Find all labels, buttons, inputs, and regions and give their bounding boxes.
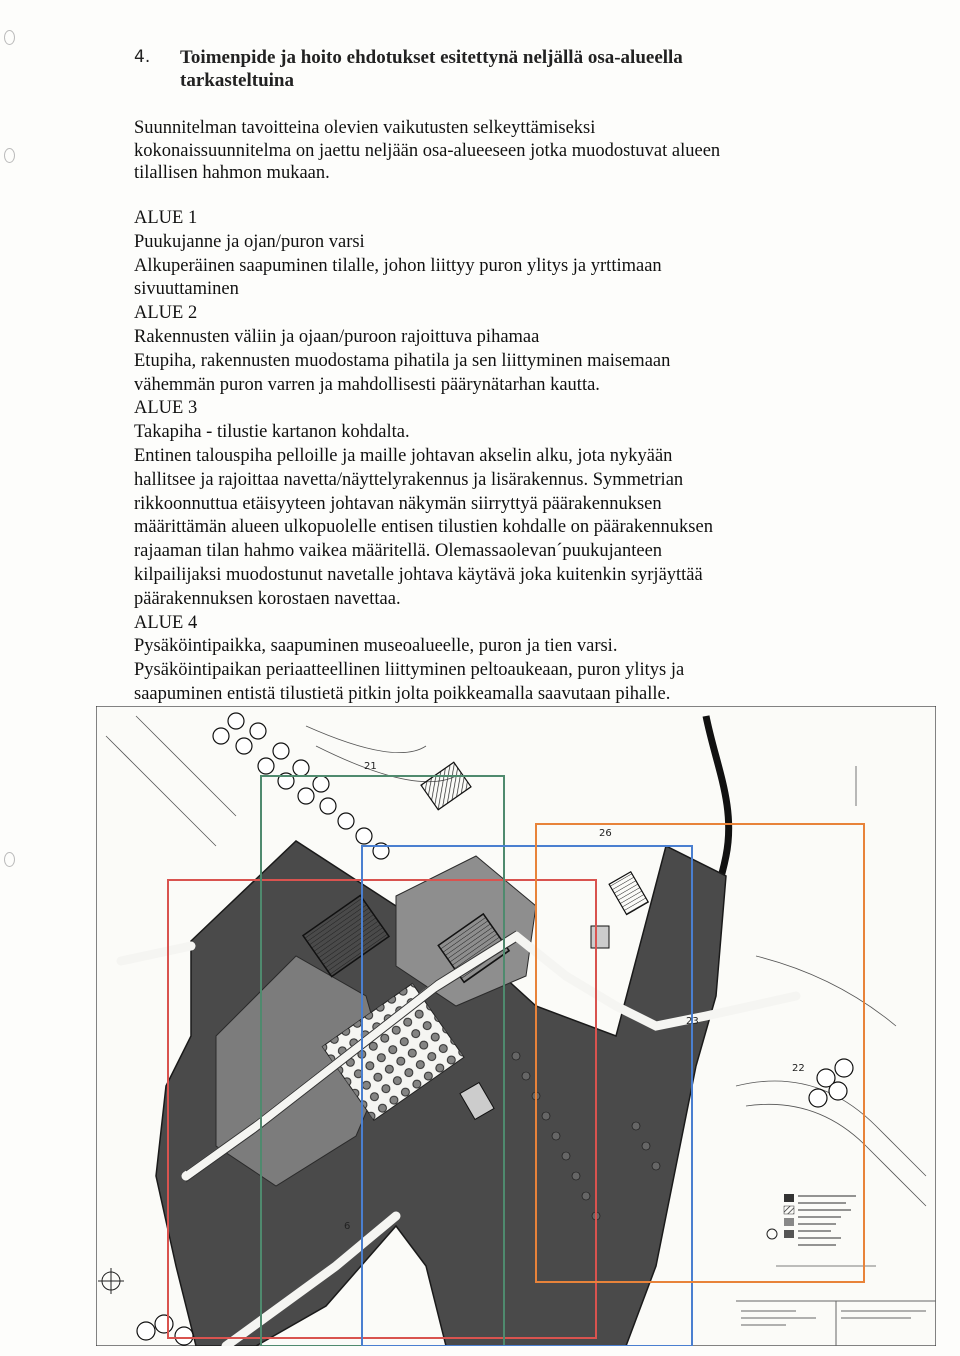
area-4-line: Pysäköintipaikan periaatteellinen liittyminen peltoaukeaan, puron ylitys ja: [134, 660, 685, 681]
area-4-line: saapuminen entistä tilustietä pitkin jolta poikkeamalla saavutaan pihalle.: [134, 683, 671, 704]
area-3-title: ALUE 3: [134, 398, 198, 419]
punch-hole-mark: [4, 30, 15, 45]
map-label-6: 6: [344, 1221, 351, 1232]
area-2-line: Rakennusten väliin ja ojaan/puroon rajoittuva pihamaa: [134, 326, 540, 347]
section-number: 4.: [134, 47, 151, 67]
area-4-line: Pysäköintipaikka, saapuminen museoalueelle, puron ja tien varsi.: [134, 636, 618, 657]
area-3-line: rikkoonnuttua etäisyyteen johtavan näkymän siirryttyä päärakennuksen: [134, 493, 662, 514]
map-label-22: 22: [792, 1063, 805, 1074]
area-1-line: Alkuperäinen saapuminen tilalle, johon liittyy puron ylitys ja yrttimaan: [134, 255, 662, 276]
area-descriptions: [134, 207, 834, 707]
area-1-line: sivuuttaminen: [134, 279, 239, 300]
map-label-23: 23: [686, 1016, 699, 1027]
punch-hole-mark: [4, 148, 15, 163]
intro-paragraph: [134, 117, 834, 185]
intro-line: tilallisen hahmon mukaan.: [134, 163, 330, 183]
site-plan-map: [96, 706, 936, 1346]
intro-line: Suunnitelman tavoitteina olevien vaikutusten selkeyttämiseksi: [134, 118, 596, 138]
area-2-line: Etupiha, rakennusten muodostama pihatila ja sen liittyminen maisemaan: [134, 350, 671, 371]
area-3-line: Entinen talouspiha pelloille ja maille johtavan akselin alku, jota nykyään: [134, 445, 673, 466]
area-3-line: kilpailijaksi muodostunut navetalle johtava käytävä joka kuitenkin syrjäyttää: [134, 564, 703, 585]
map-label-21: 21: [364, 761, 377, 772]
punch-hole-mark: [4, 852, 15, 867]
area-1-title: ALUE 1: [134, 208, 198, 228]
section-heading: [134, 46, 814, 92]
area-2-line: vähemmän puron varren ja mahdollisesti päärynätarhan kautta.: [134, 374, 600, 395]
small-building: [591, 926, 609, 948]
area-4-title: ALUE 4: [134, 612, 198, 633]
section-title-line-2: tarkasteltuina: [180, 70, 294, 91]
area-2-title: ALUE 2: [134, 303, 198, 324]
intro-line: kokonaissuunnitelma on jaettu neljään osa-alueeseen jotka muodostuvat alueen: [134, 140, 721, 161]
section-title-line-1: Toimenpide ja hoito ehdotukset esitettynä neljällä osa-alueella: [180, 47, 683, 68]
area-3-line: päärakennuksen korostaen navettaa.: [134, 588, 401, 609]
map-label-26: 26: [599, 828, 612, 839]
area-3-line: määrittämän alueen ulkopuolelle entisen tilustien kohdalle on päärakennuksen: [134, 517, 713, 538]
area-3-line: rajaaman tilan hahmo vaikea määritellä. Olemassaolevan´puukujanteen: [134, 541, 663, 562]
area-1-line: Puukujanne ja ojan/puron varsi: [134, 231, 365, 252]
area-3-line: Takapiha - tilustie kartanon kohdalta.: [134, 422, 410, 443]
area-3-line: hallitsee ja rajoittaa navetta/näyttelyrakennus ja lisärakennus. Symmetrian: [134, 469, 684, 490]
